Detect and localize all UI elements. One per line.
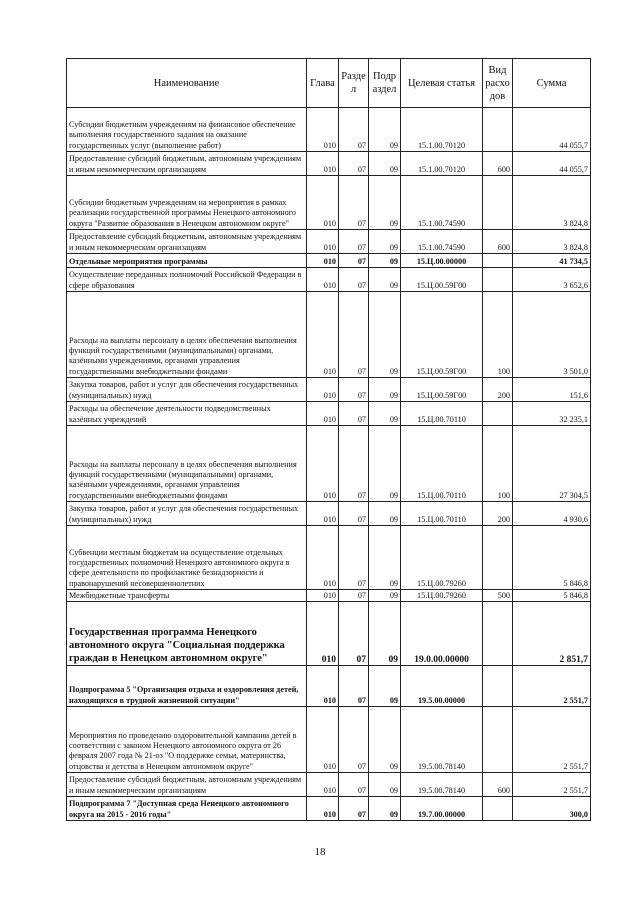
cell-glava: 010 [307, 666, 339, 707]
cell-podrazdel: 09 [369, 502, 401, 526]
cell-name: Отдельные мероприятия программы [67, 254, 307, 268]
cell-glava: 010 [307, 152, 339, 176]
cell-celevaya: 15.Ц.00.59Г00 [401, 292, 483, 378]
cell-razdel: 07 [339, 426, 369, 502]
cell-name: Расходы на обеспечение деятельности подведомственных казённых учреждений [67, 402, 307, 426]
cell-podrazdel: 09 [369, 797, 401, 821]
header-name: Наименование [67, 59, 307, 108]
table-row [67, 254, 591, 268]
cell-vid [483, 176, 513, 230]
cell-name: Закупка товаров, работ и услуг для обеспечения государственных (муниципальных) нужд [67, 378, 307, 402]
cell-glava: 010 [307, 254, 339, 268]
cell-razdel: 07 [339, 502, 369, 526]
cell-celevaya: 19.5.00.00000 [401, 666, 483, 707]
cell-name: Межбюджетные трансферты [67, 590, 307, 602]
cell-summa: 44 055,7 [513, 108, 591, 152]
cell-razdel: 07 [339, 526, 369, 590]
cell-celevaya: 15.Ц.00.70110 [401, 402, 483, 426]
header-summa: Сумма [513, 59, 591, 108]
cell-celevaya: 19.5.00.78140 [401, 773, 483, 797]
cell-glava: 010 [307, 707, 339, 773]
cell-vid [483, 108, 513, 152]
cell-podrazdel: 09 [369, 526, 401, 590]
table-row [67, 292, 591, 378]
table-row [67, 590, 591, 602]
cell-name: Расходы на выплаты персоналу в целях обеспечения выполнения функций государственными (муниципальными) органами, казёнными учреждениями, органами управления государственными внебюджетными фондами [67, 426, 307, 502]
cell-podrazdel: 09 [369, 292, 401, 378]
cell-podrazdel: 09 [369, 378, 401, 402]
cell-razdel: 07 [339, 254, 369, 268]
page-number: 18 [314, 846, 326, 858]
cell-vid [483, 402, 513, 426]
cell-name: Подпрограмма 5 "Организация отдыха и оздоровления детей, находящихся в трудной жизненной ситуации" [67, 666, 307, 707]
cell-celevaya: 15.Ц.00.79260 [401, 526, 483, 590]
table-row [67, 602, 591, 666]
table-row [67, 108, 591, 152]
cell-summa: 3 824,8 [513, 176, 591, 230]
cell-summa: 2 551,7 [513, 666, 591, 707]
cell-summa: 5 846,8 [513, 526, 591, 590]
table-row [67, 502, 591, 526]
cell-vid: 100 [483, 426, 513, 502]
cell-vid: 200 [483, 378, 513, 402]
table-row [67, 268, 591, 292]
cell-vid: 100 [483, 292, 513, 378]
cell-summa: 2 551,7 [513, 707, 591, 773]
table-row [67, 526, 591, 590]
cell-name: Расходы на выплаты персоналу в целях обеспечения выполнения функций государственными (муниципальными) органами, казёнными учреждениями, органами управления государственными внебюджетными фондами [67, 292, 307, 378]
table-row [67, 773, 591, 797]
cell-summa: 300,0 [513, 797, 591, 821]
cell-celevaya: 15.1.00.70120 [401, 152, 483, 176]
cell-glava: 010 [307, 590, 339, 602]
cell-celevaya: 19.7.00.00000 [401, 797, 483, 821]
cell-vid: 500 [483, 590, 513, 602]
cell-glava: 010 [307, 773, 339, 797]
header-celevaya: Целевая статья [401, 59, 483, 108]
cell-vid: 600 [483, 230, 513, 254]
table-row [67, 152, 591, 176]
table-row [67, 797, 591, 821]
cell-glava: 010 [307, 602, 339, 666]
header-glava: Глава [307, 59, 339, 108]
cell-celevaya: 15.Ц.00.70110 [401, 502, 483, 526]
cell-celevaya: 19.0.00.00000 [401, 602, 483, 666]
cell-summa: 151,6 [513, 378, 591, 402]
cell-summa: 2 551,7 [513, 773, 591, 797]
cell-razdel: 07 [339, 773, 369, 797]
table-row [67, 402, 591, 426]
cell-glava: 010 [307, 268, 339, 292]
cell-summa: 3 501,0 [513, 292, 591, 378]
cell-razdel: 07 [339, 666, 369, 707]
cell-summa: 32 235,1 [513, 402, 591, 426]
cell-razdel: 07 [339, 108, 369, 152]
cell-name: Подпрограмма 7 "Доступная среда Ненецкого автономного округа на 2015 - 2016 годы" [67, 797, 307, 821]
cell-podrazdel: 09 [369, 152, 401, 176]
cell-glava: 010 [307, 108, 339, 152]
cell-name: Субсидии бюджетным учреждениям на мероприятия в рамках реализации государственной программы Ненецкого автономного округа "Развитие образования в Ненецком автономном округе" [67, 176, 307, 230]
cell-vid: 600 [483, 773, 513, 797]
cell-glava: 010 [307, 230, 339, 254]
cell-summa: 27 304,5 [513, 426, 591, 502]
cell-summa: 3 824,8 [513, 230, 591, 254]
cell-podrazdel: 09 [369, 773, 401, 797]
cell-vid [483, 268, 513, 292]
cell-razdel: 07 [339, 590, 369, 602]
cell-podrazdel: 09 [369, 666, 401, 707]
cell-razdel: 07 [339, 176, 369, 230]
table-row [67, 176, 591, 230]
cell-podrazdel: 09 [369, 426, 401, 502]
cell-razdel: 07 [339, 292, 369, 378]
cell-razdel: 07 [339, 707, 369, 773]
cell-summa: 5 846,8 [513, 590, 591, 602]
cell-vid [483, 254, 513, 268]
cell-glava: 010 [307, 378, 339, 402]
cell-celevaya: 15.1.00.74590 [401, 230, 483, 254]
cell-razdel: 07 [339, 230, 369, 254]
cell-razdel: 07 [339, 602, 369, 666]
cell-razdel: 07 [339, 268, 369, 292]
cell-podrazdel: 09 [369, 254, 401, 268]
cell-podrazdel: 09 [369, 590, 401, 602]
cell-vid [483, 707, 513, 773]
cell-celevaya: 15.Ц.00.00000 [401, 254, 483, 268]
cell-name: Предоставление субсидий бюджетным, автономным учреждениям и иным некоммерческим организациям [67, 152, 307, 176]
cell-celevaya: 19.5.00.78140 [401, 707, 483, 773]
table-row [67, 230, 591, 254]
cell-glava: 010 [307, 502, 339, 526]
cell-name: Мероприятия по проведению оздоровительной кампании детей в соответствии с законом Ненецкого автономного округа от 26 февраля 2007 года № 21-оз "О поддержке семьи, материнства, отцовства и детства в Ненецком автономном округе" [67, 707, 307, 773]
cell-glava: 010 [307, 426, 339, 502]
cell-glava: 010 [307, 797, 339, 821]
cell-podrazdel: 09 [369, 402, 401, 426]
table-body [67, 108, 591, 821]
cell-razdel: 07 [339, 402, 369, 426]
cell-glava: 010 [307, 402, 339, 426]
cell-vid [483, 666, 513, 707]
cell-podrazdel: 09 [369, 602, 401, 666]
header-vid: Вид расхо дов [483, 59, 513, 108]
cell-vid: 200 [483, 502, 513, 526]
cell-name: Предоставление субсидий бюджетным, автономным учреждениям и иным некоммерческим организациям [67, 773, 307, 797]
cell-name: Государственная программа Ненецкого автономного округа "Социальная поддержка граждан в Ненецком автономном округе" [67, 602, 307, 666]
cell-razdel: 07 [339, 797, 369, 821]
cell-summa: 2 851,7 [513, 602, 591, 666]
table-row [67, 666, 591, 707]
cell-celevaya: 15.Ц.00.70110 [401, 426, 483, 502]
cell-name: Осуществление переданных полномочий Российской Федерации в сфере образования [67, 268, 307, 292]
cell-celevaya: 15.1.00.74590 [401, 176, 483, 230]
table-row [67, 426, 591, 502]
cell-podrazdel: 09 [369, 176, 401, 230]
cell-name: Закупка товаров, работ и услуг для обеспечения государственных (муниципальных) нужд [67, 502, 307, 526]
cell-celevaya: 15.Ц.00.59Г00 [401, 268, 483, 292]
cell-vid [483, 602, 513, 666]
budget-table [66, 58, 591, 821]
cell-podrazdel: 09 [369, 230, 401, 254]
cell-name: Субвенции местным бюджетам на осуществление отдельных государственных полномочий Ненецкого автономного округа в сфере деятельности по профилактике безнадзорности и правонарушений несовершеннолетних [67, 526, 307, 590]
cell-name: Предоставление субсидий бюджетным, автономным учреждениям и иным некоммерческим организациям [67, 230, 307, 254]
table-row [67, 707, 591, 773]
cell-glava: 010 [307, 176, 339, 230]
cell-vid [483, 797, 513, 821]
header-podrazdel: Подр аздел [369, 59, 401, 108]
cell-celevaya: 15.Ц.00.59Г00 [401, 378, 483, 402]
cell-glava: 010 [307, 526, 339, 590]
cell-razdel: 07 [339, 152, 369, 176]
cell-summa: 4 930,6 [513, 502, 591, 526]
cell-celevaya: 15.Ц.00.79260 [401, 590, 483, 602]
cell-summa: 3 652,6 [513, 268, 591, 292]
cell-name: Субсидии бюджетным учреждениям на финансовое обеспечение выполнения государственного задания на оказание государственных услуг (выполнение работ) [67, 108, 307, 152]
header-razdel: Разде л [339, 59, 369, 108]
cell-razdel: 07 [339, 378, 369, 402]
cell-podrazdel: 09 [369, 108, 401, 152]
cell-podrazdel: 09 [369, 268, 401, 292]
cell-summa: 41 734,5 [513, 254, 591, 268]
cell-podrazdel: 09 [369, 707, 401, 773]
cell-vid [483, 526, 513, 590]
cell-vid: 600 [483, 152, 513, 176]
cell-glava: 010 [307, 292, 339, 378]
cell-summa: 44 055,7 [513, 152, 591, 176]
table-row [67, 378, 591, 402]
cell-celevaya: 15.1.00.70120 [401, 108, 483, 152]
table-header-row [67, 59, 591, 108]
